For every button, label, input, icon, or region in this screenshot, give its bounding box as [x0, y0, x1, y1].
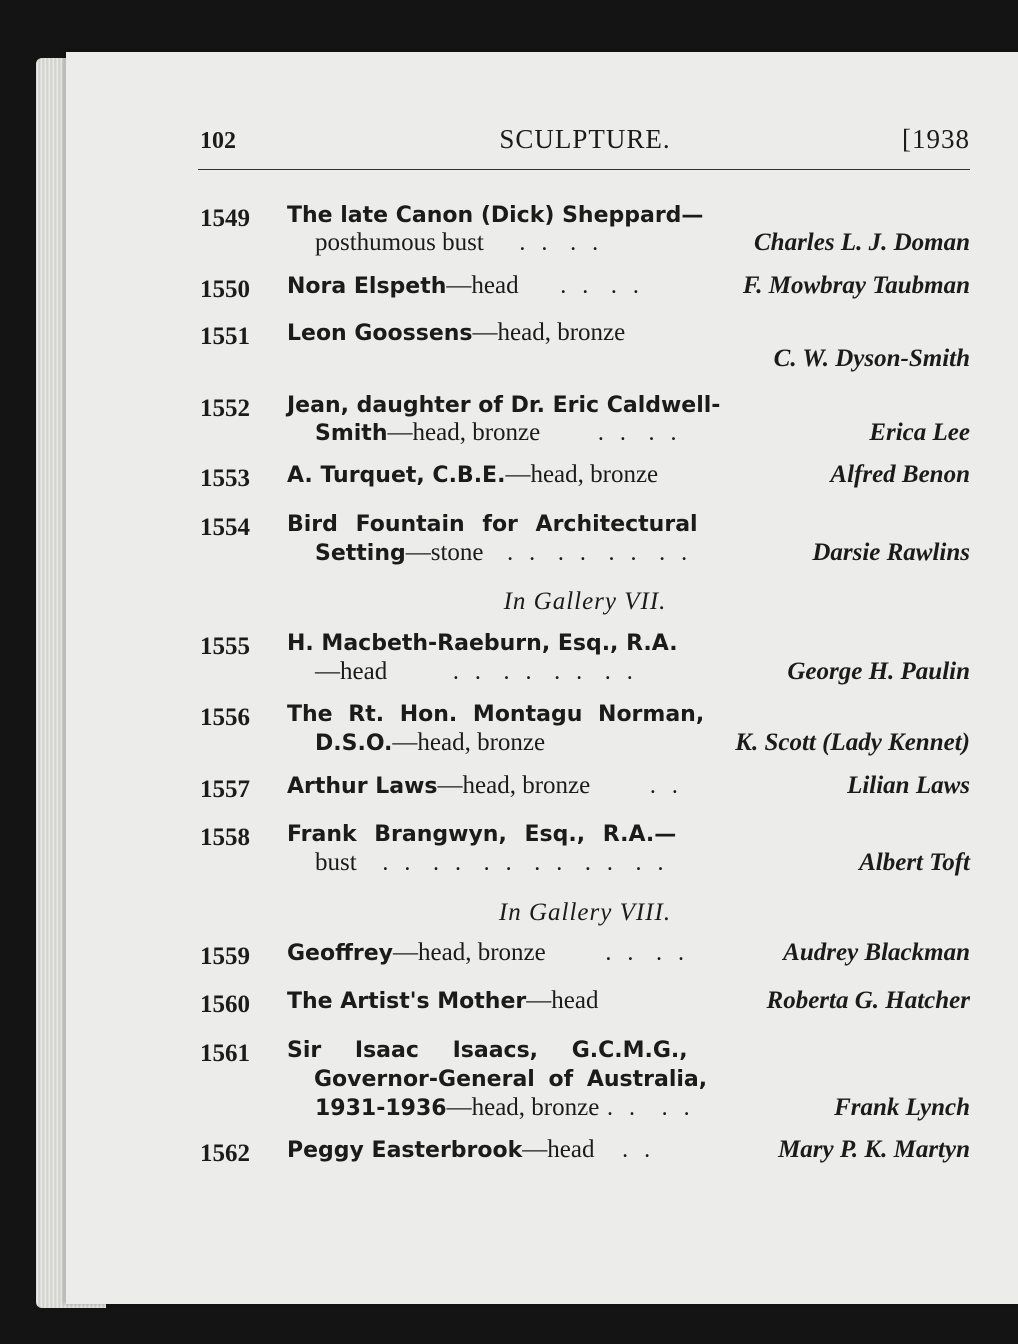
entry-artist: Frank Lynch	[834, 1094, 970, 1121]
page-number: 102	[200, 128, 236, 154]
entry-artist: Alfred Benon	[830, 461, 970, 488]
entry-artist: C. W. Dyson-Smith	[773, 345, 970, 372]
entry-number: 1555	[200, 633, 250, 660]
leader-dots: . .	[649, 773, 683, 799]
entry-title: Frank Brangwyn, Esq., R.A.—	[287, 822, 677, 847]
entry-number: 1554	[200, 514, 250, 541]
entry-artist: K. Scott (Lady Kennet)	[735, 729, 970, 756]
entry-description: —head, bronze	[392, 729, 546, 756]
entry-artist: Charles L. J. Doman	[753, 229, 970, 256]
leader-dots: . .	[519, 230, 553, 256]
entry-title-continued: Setting	[315, 541, 406, 566]
leader-dots: . .	[608, 540, 642, 566]
entry-description: —stone	[405, 539, 484, 566]
entry-artist: Erica Lee	[869, 419, 970, 446]
entry-artist: Darsie Rawlins	[812, 539, 970, 566]
leader-dots: . .	[584, 850, 618, 876]
leader-dots: . .	[610, 273, 644, 299]
entry-description: —head, bronze	[393, 939, 546, 966]
leader-dots: . .	[605, 940, 639, 966]
entry-description: —head	[446, 272, 519, 299]
leader-dots: . .	[507, 540, 541, 566]
leader-dots: . .	[648, 420, 682, 446]
entry-title-continued: 1931-1936	[315, 1096, 447, 1121]
entry-title: Nora Elspeth	[287, 274, 447, 299]
leader-dots: . .	[635, 850, 669, 876]
leader-dots: . .	[597, 420, 631, 446]
entry-number: 1553	[200, 465, 250, 492]
entry-title: Sir Isaac Isaacs, G.C.M.G.,	[287, 1038, 688, 1063]
entry-description: —head, bronze	[472, 319, 626, 346]
leader-dots: . .	[503, 659, 537, 685]
entry-title: H. Macbeth-Raeburn, Esq., R.A.	[287, 631, 678, 656]
entry-title: Peggy Easterbrook	[287, 1138, 523, 1163]
entry-description: —head, bronze	[505, 461, 659, 488]
page-header	[200, 124, 970, 160]
entry-title: The late Canon (Dick) Sheppard—	[287, 203, 704, 228]
page-year: [1938	[902, 124, 970, 154]
entry-number: 1550	[200, 276, 250, 303]
leader-dots: . .	[659, 540, 693, 566]
entry-title-continued: Governor-General of Australia,	[314, 1067, 708, 1092]
leader-dots: . .	[604, 659, 638, 685]
entry-number: 1552	[200, 395, 250, 422]
leader-dots: . .	[656, 940, 690, 966]
leader-dots: . .	[483, 850, 517, 876]
leader-dots: . .	[554, 659, 588, 685]
entry-number: 1560	[200, 991, 250, 1018]
entry-description: —head, bronze	[387, 419, 541, 446]
entry-number: 1558	[200, 824, 250, 851]
entry-title: A. Turquet, C.B.E.	[287, 463, 506, 488]
entry-artist: Roberta G. Hatcher	[766, 987, 970, 1014]
entry-number: 1562	[200, 1140, 250, 1167]
entry-number: 1559	[200, 943, 250, 970]
entry-title: Leon Goossens	[287, 321, 473, 346]
entry-number: 1556	[200, 704, 250, 731]
leader-dots: . .	[534, 850, 568, 876]
entry-number: 1551	[200, 323, 250, 350]
entry-title-continued: Smith	[315, 421, 388, 446]
entry-title: Arthur Laws	[287, 774, 438, 799]
entry-title-continued: D.S.O.	[315, 731, 393, 756]
entry-artist: Albert Toft	[859, 849, 970, 876]
entry-artist: Lilian Laws	[847, 772, 970, 799]
entry-description: —head	[526, 987, 599, 1014]
leader-dots: . .	[570, 230, 604, 256]
gallery-heading: In Gallery VII.	[503, 588, 667, 615]
leader-dots: . .	[560, 273, 594, 299]
entry-description: posthumous bust	[315, 229, 484, 256]
leader-dots: . .	[606, 1095, 640, 1121]
entry-description: —head, bronze	[437, 772, 591, 799]
page-title: SCULPTURE.	[499, 124, 671, 154]
entry-title: Bird Fountain for Architectural	[287, 512, 698, 537]
entry-description: —head, bronze	[446, 1094, 600, 1121]
entry-number: 1561	[200, 1040, 250, 1067]
entry-title: The Rt. Hon. Montagu Norman,	[287, 702, 705, 727]
gallery-heading: In Gallery VIII.	[498, 899, 672, 926]
entry-description: —head	[522, 1136, 595, 1163]
entry-artist: George H. Paulin	[787, 658, 970, 685]
leader-dots: . .	[622, 1137, 656, 1163]
entry-title: The Artist's Mother	[287, 989, 527, 1014]
entry-number: 1557	[200, 776, 250, 803]
leader-dots: . .	[382, 850, 416, 876]
entry-number: 1549	[200, 205, 250, 232]
entry-description: —head	[315, 658, 388, 685]
entry-artist: Audrey Blackman	[783, 939, 970, 966]
entry-description: bust	[315, 849, 357, 876]
leader-dots: . .	[661, 1095, 695, 1121]
header-rule	[198, 169, 970, 170]
entry-title: Jean, daughter of Dr. Eric Caldwell-	[287, 393, 721, 418]
leader-dots: . .	[452, 659, 486, 685]
leader-dots: . .	[432, 850, 466, 876]
entry-artist: Mary P. K. Martyn	[778, 1136, 970, 1163]
entry-title: Geoffrey	[287, 941, 394, 966]
leader-dots: . .	[557, 540, 591, 566]
entry-artist: F. Mowbray Taubman	[742, 272, 970, 299]
